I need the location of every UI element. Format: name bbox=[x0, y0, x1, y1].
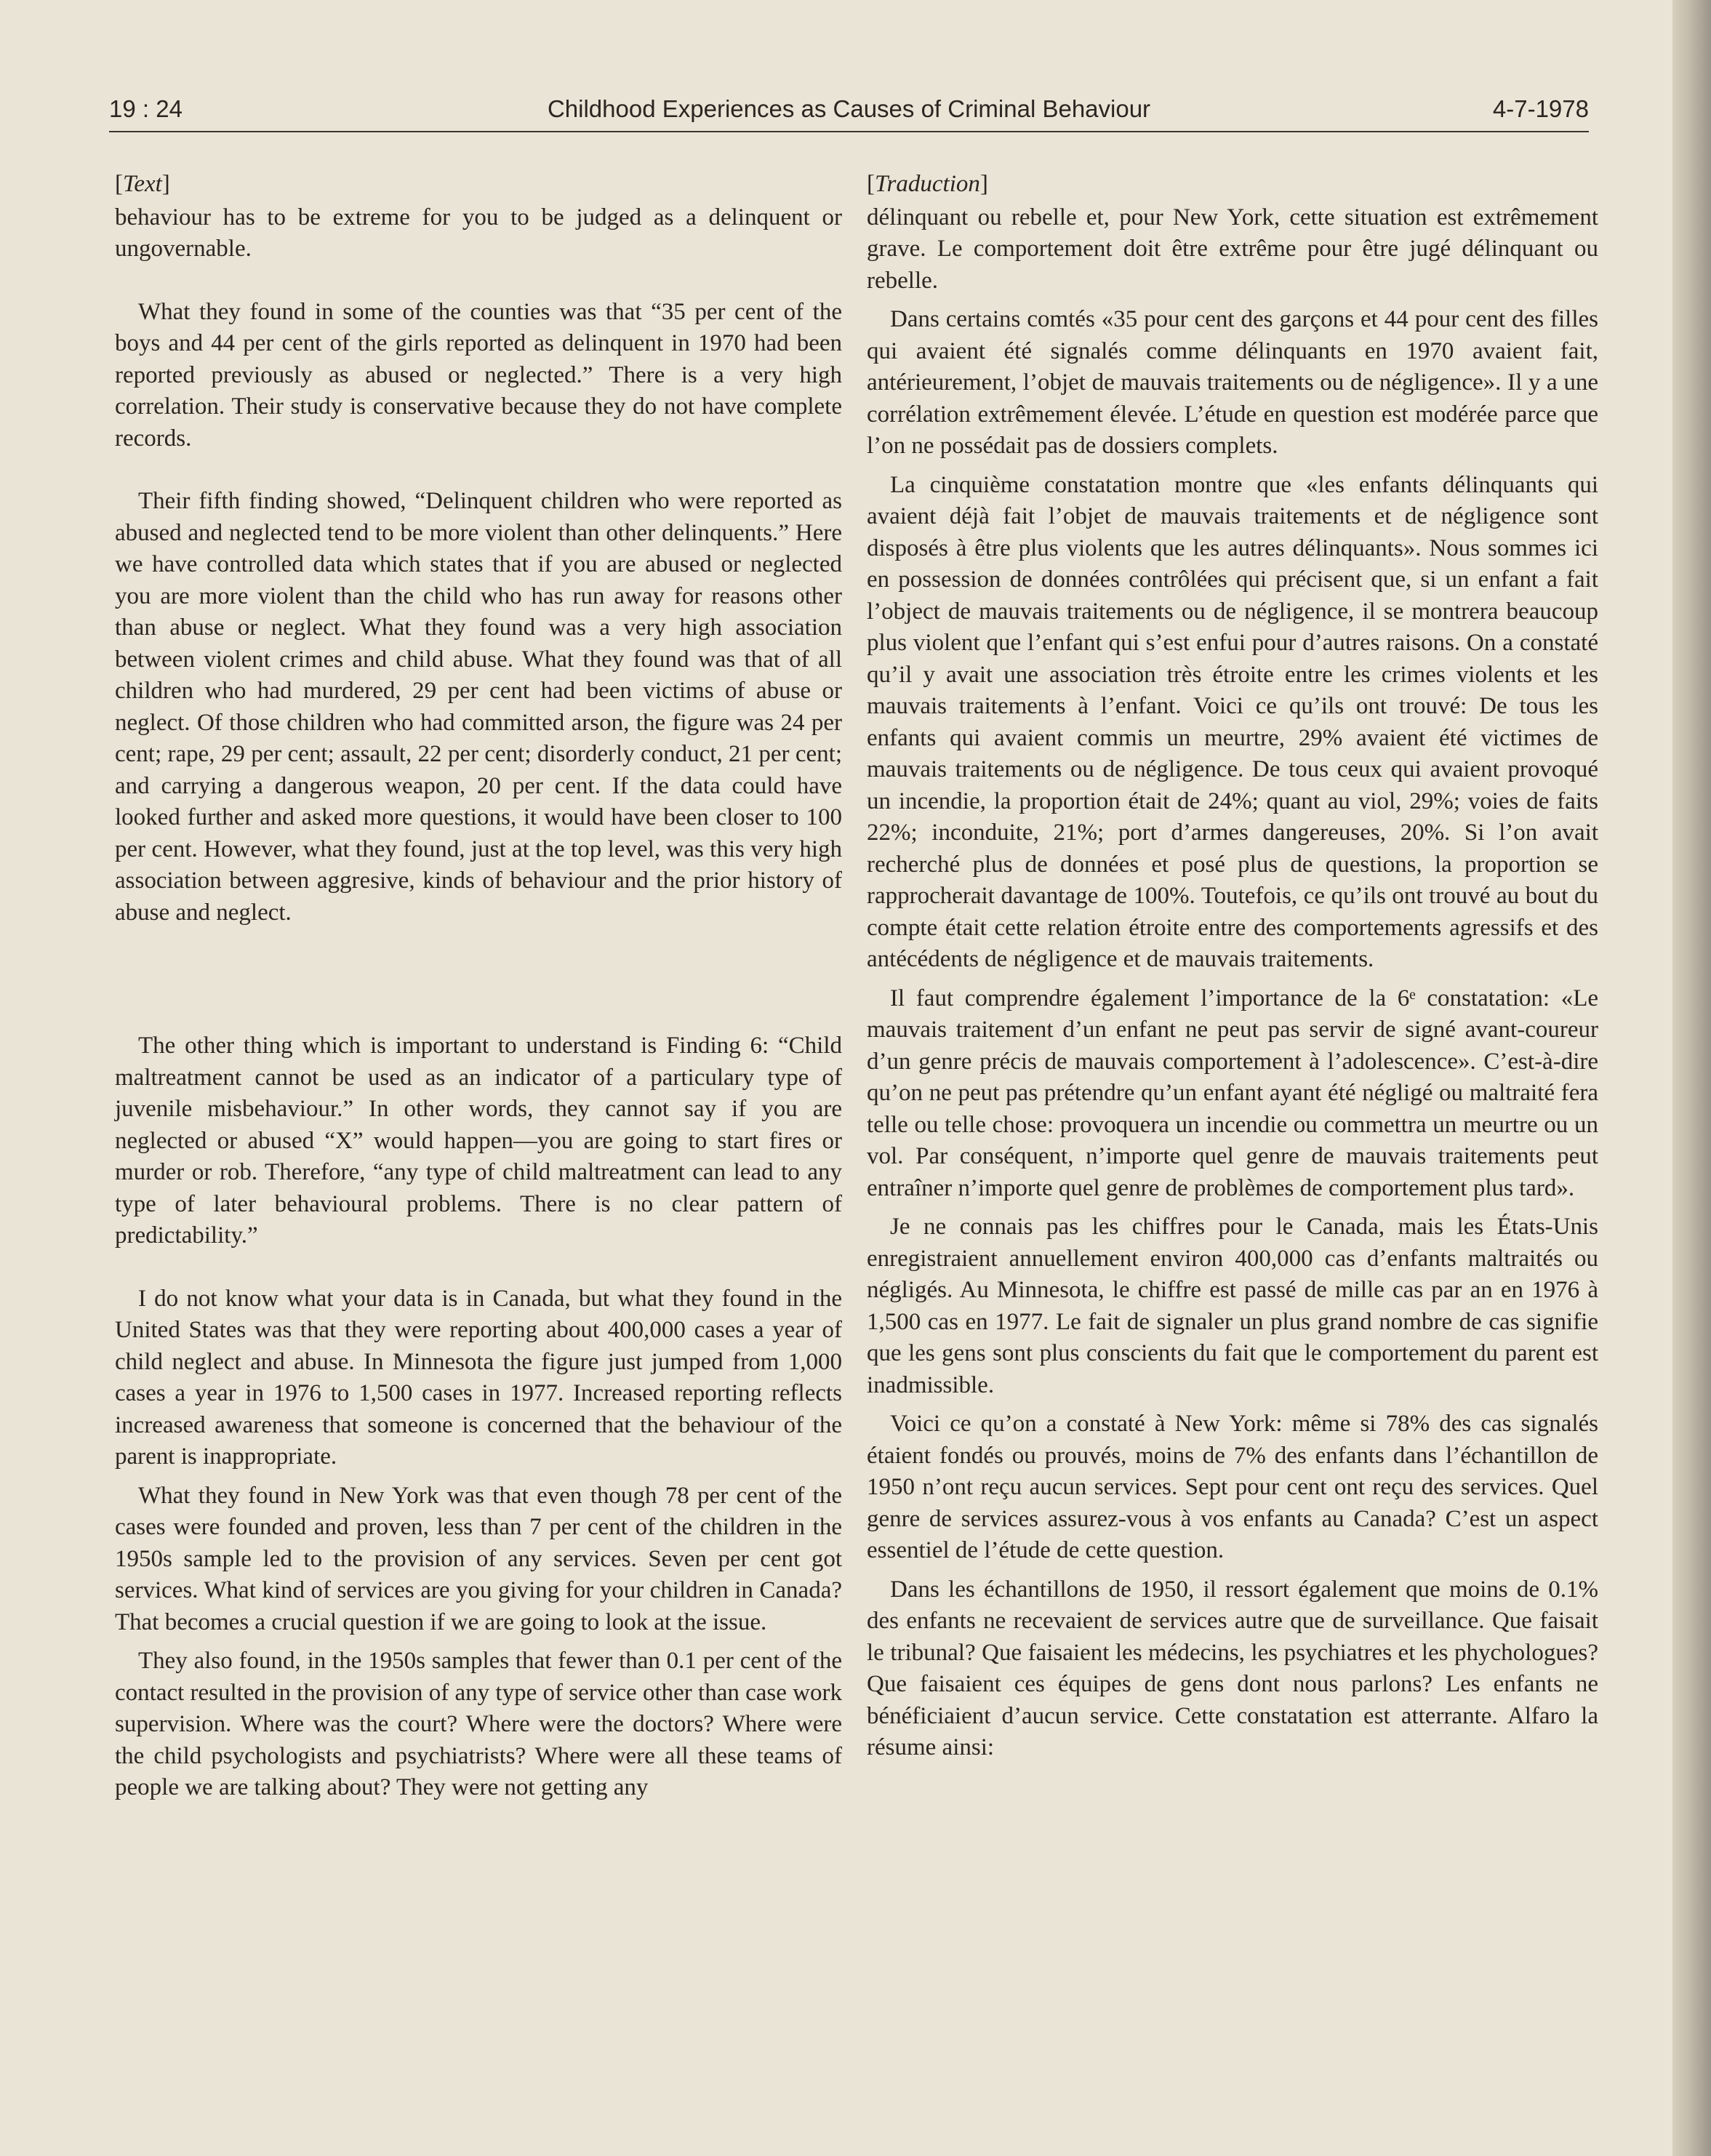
paragraph: behaviour has to be extreme for you to be judged as a delinquent or ungovernable. bbox=[115, 204, 842, 262]
paragraph: La cinquième constatation montre que «les enfants délinquants qui avaient déjà fait l’objet de mauvais traitements et de négligence sont disposés à être plus violents que les autres délinquants». Nous sommes ici en possession de données contrôlées qui précisent que, si un enfant a fait l’object de mauvais traitements ou de négligence, il se montrera beaucoup plus violent que l’enfant qui s’est enfui pour d’autres raisons. On a constaté qu’il y avait une association très étroite entre les crimes violents et les mauvais traitements à l’enfant. Voici ce qu’ils ont trouvé: De tous les enfants qui avaient commis un meurtre, 29% avaient été victimes de mauvais traitements ou de négligence. De tous ceux qui avaient provoqué un incendie, la proportion était de 24%; quant au viol, 29%; voies de faits 22%; inconduite, 21%; port d’armes dangereuses, 20%. Si l’on avait recherché plus de données et posé plus de questions, la proportion se rapprocherait davantage de 100%. Toutefois, ce qu’ils ont trouvé au bout du compte était cette relation étroite entre des comportements agressifs et des antécédents de négligence et de mauvais traitements. bbox=[867, 471, 1598, 972]
text-column-french bbox=[867, 169, 1598, 1764]
paragraph: Dans certains comtés «35 pour cent des garçons et 44 pour cent des filles qui avaient été signalés comme délinquants en 1970 avaient fait, antérieurement, l’objet de mauvais traitements ou de négligence». Il y a une corrélation extrêmement élevée. L’étude en question est modérée parce que l’on ne possédait pas de dossiers complets. bbox=[867, 306, 1598, 459]
paragraph: What they found in some of the counties was that “35 per cent of the boys and 44 per cent of the girls reported as delinquent in 1970 had been reported previously as abused or neglected.” There is a very high correlation. Their study is conservative because they do not have complete records. bbox=[115, 298, 842, 452]
paragraph: Dans les échantillons de 1950, il ressort également que moins de 0.1% des enfants ne recevaient de services autre que de surveillance. Que faisait le tribunal? Que faisaient les médecins, les psychiatres et les phychologues? Que faisaient ces équipes de gens dont nous parlons? Les enfants ne bénéficiaient d’aucun service. Cette constatation est atterrante. Alfaro la résume ainsi: bbox=[867, 1576, 1598, 1760]
paragraph: They also found, in the 1950s samples that fewer than 0.1 per cent of the contact resulted in the provision of any type of service other than case work supervision. Where was the court? Where were the doctors? Where were the child psychologists and psychiatrists? Where were all these teams of people we are talking about? They were not getting any bbox=[115, 1648, 842, 1800]
running-title: Childhood Experiences as Causes of Criminal Behaviour bbox=[547, 95, 1151, 122]
header-date: 4-7-1978 bbox=[1492, 95, 1589, 122]
column-label-traduction: [ Traduction ] bbox=[867, 169, 1598, 201]
paragraph: I do not know what your data is in Canada, but what they found in the United States was that they were reporting about 400,000 cases a year of child neglect and abuse. In Minnesota the figure just jumped from 1,000 cases a year in 1976 to 1,500 cases in 1977. Increased reporting reflects increased awareness that someone is concerned that the behaviour of the parent is inappropriate. bbox=[115, 1285, 842, 1470]
paragraph: Their fifth finding showed, “Delinquent children who were reported as abused and neglected tend to be more violent than other delinquents.” Here we have controlled data which states that if you are abused or neglected you are more violent than the child who has run away for reasons other than abuse or neglect. What they found was a very high association between violent crimes and child abuse. What they found was that of all children who had murdered, 29 per cent had been victims of abuse or neglect. Of those children who had committed arson, the figure was 24 per cent; rape, 29 per cent; assault, 22 per cent; disorderly conduct, 21 per cent; and carrying a dangerous weapon, 20 per cent. If the data could have looked further and asked more questions, it would have been closer to 100 per cent. However, what they found, just at the top level, was this very high association between aggresive, kinds of behaviour and the prior history of abuse and neglect. bbox=[115, 488, 842, 926]
paragraph: Voici ce qu’on a constaté à New York: même si 78% des cas signalés étaient fondés ou prouvés, moins de 7% des enfants dans l’échantillon de 1950 n’ont reçu aucun services. Sept pour cent ont reçu des services. Quel genre de services assurez-vous à vos enfants au Canada? C’est un aspect essentiel de l’étude de cette question. bbox=[867, 1411, 1598, 1563]
paragraph: The other thing which is important to understand is Finding 6: “Child maltreatment cannot be used as an indicator of a particulary type of juvenile misbehaviour.” In other words, they cannot say if you are neglected or abused “X” would happen—you are going to start fires or murder or rob. Therefore, “any type of child maltreatment can lead to any type of later behavioural problems. There is no clear pattern of predictability.” bbox=[115, 1033, 842, 1249]
page-edge-shadow bbox=[1672, 0, 1711, 2156]
paragraph: Je ne connais pas les chiffres pour le Canada, mais les États-Unis enregistraient annuellement environ 400,000 cas d’enfants maltraités ou négligés. Au Minnesota, le chiffre est passé de mille cas par an en 1976 à 1,500 cas en 1977. Le fait de signaler un plus grand nombre de cas signifie que les gens sont plus conscients du fait que le comportement du parent est inadmissible. bbox=[867, 1214, 1598, 1398]
paragraph: délinquant ou rebelle et, pour New York, cette situation est extrêmement grave. Le comportement doit être extrême pour être jugé délinquant ou rebelle. bbox=[867, 204, 1598, 294]
paragraph: Il faut comprendre également l’importance de la 6ᵉ constatation: «Le mauvais traitement d’un enfant ne peut pas servir de signé avant-coureur d’un genre précis de mauvais comportement à l’adolescence». C’est-à-dire qu’on ne peut pas prétendre qu’un enfant ayant été négligé ou maltraité fera telle ou telle chose: provoquera un incendie ou commettra un meurtre ou un vol. Par conséquent, n’importe quel genre de mauvais traitements peut entraîner n’importe quel genre de problèmes de comportement plus tard». bbox=[867, 985, 1598, 1201]
page-number: 19 : 24 bbox=[109, 95, 183, 122]
running-header bbox=[109, 93, 1589, 132]
paragraph: What they found in New York was that even though 78 per cent of the cases were founded and proven, less than 7 per cent of the children in the 1950s sample led to the provision of any services. Seven per cent got services. What kind of services are you giving for your children in Canada? That becomes a crucial question if we are going to look at the issue. bbox=[115, 1482, 842, 1635]
column-label-text: [ Text ] bbox=[115, 169, 842, 201]
text-column-english bbox=[115, 169, 842, 1804]
